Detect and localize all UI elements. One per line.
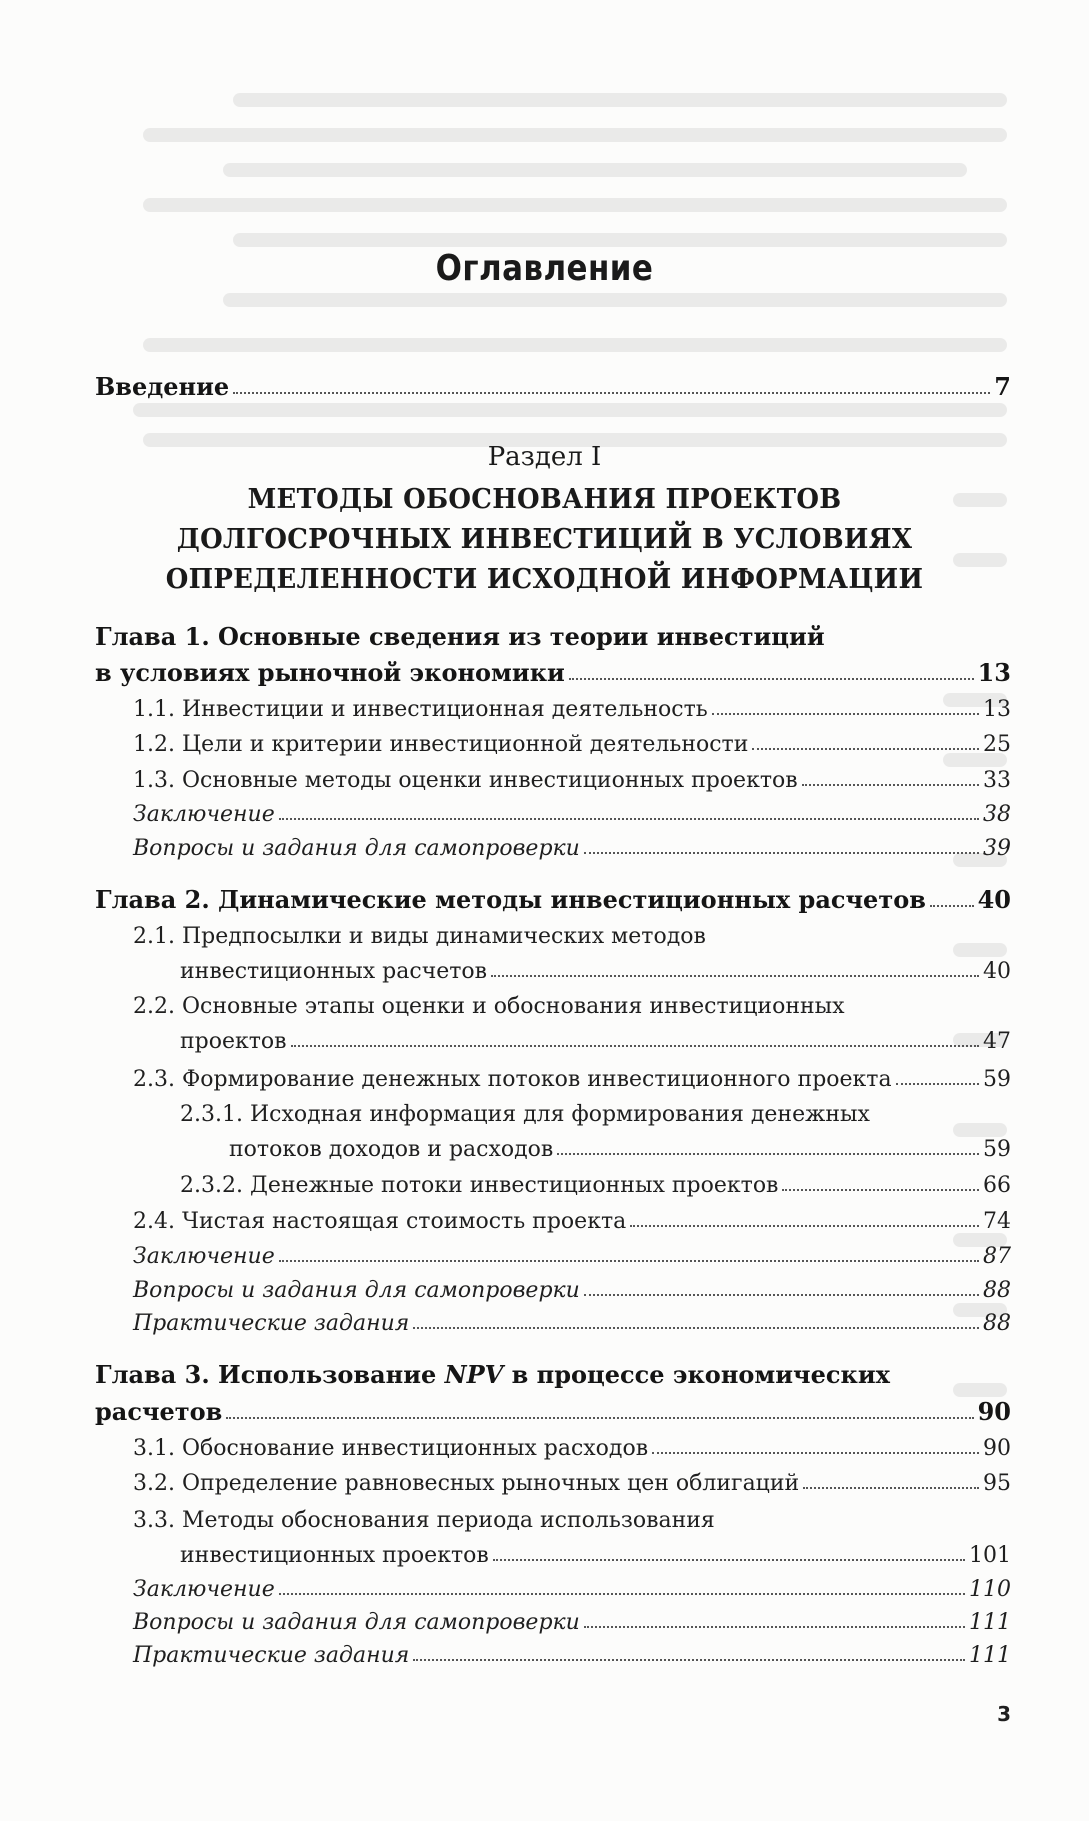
entry-label: потоков доходов и расходов [229,1137,554,1162]
entry-page: 47 [983,1029,1011,1054]
part-title-line-2: ДОЛГОСРОЧНЫХ ИНВЕСТИЦИЙ В УСЛОВИЯХ [176,524,913,555]
part-title-line-3: ОПРЕДЕЛЕННОСТИ ИСХОДНОЙ ИНФОРМАЦИИ [165,564,924,595]
toc-entry-chapter-3-questions[interactable] [133,1610,1011,1635]
toc-entry-chapter-3[interactable] [95,1397,1011,1426]
entry-label: 2.4. Чистая настоящая стоимость проекта [133,1209,627,1234]
toc-entry-chapter-1-questions[interactable] [133,836,1011,861]
entry-page: 101 [969,1543,1011,1568]
entry-label: Вопросы и задания для самопроверки [133,1278,580,1303]
entry-page: 110 [969,1577,1011,1602]
leader-dots [226,1417,973,1419]
leader-dots [584,1626,965,1628]
toc-entry-section-1-1[interactable] [133,697,1011,722]
section-3-3-line-1[interactable]: 3.3. Методы обоснования периода использования [133,1508,715,1533]
leader-dots [652,1452,979,1454]
toc-entry-section-2-3-1[interactable] [229,1137,1011,1162]
leader-dots [782,1189,979,1191]
entry-label: расчетов [95,1397,223,1426]
entry-page: 33 [983,768,1011,793]
entry-label: инвестиционных проектов [180,1543,489,1568]
toc-entry-chapter-2-practice[interactable] [133,1311,1011,1336]
entry-label: 2.3. Формирование денежных потоков инвестиционного проекта [133,1067,892,1092]
page-number: 3 [997,1702,1011,1726]
entry-label: Практические задания [133,1311,410,1336]
leader-dots [930,905,974,907]
entry-label: Заключение [133,1244,275,1269]
entry-label: 2.3.2. Денежные потоки инвестиционных проектов [180,1173,779,1198]
toc-entry-chapter-2[interactable] [95,885,1011,914]
chapter-3-title-part-a: Глава 3. Использование [95,1360,445,1389]
entry-page: 88 [983,1311,1011,1336]
entry-label: Глава 2. Динамические методы инвестиционных расчетов [95,885,926,914]
entry-label: 3.1. Обоснование инвестиционных расходов [133,1436,649,1461]
part-number: Раздел I [487,442,602,472]
leader-dots [896,1083,979,1085]
entry-label: в условиях рыночной экономики [95,658,565,687]
toc-entry-chapter-2-questions[interactable] [133,1278,1011,1303]
leader-dots [569,678,974,680]
leader-dots [752,748,979,750]
entry-page: 66 [983,1173,1011,1198]
chapter-3-title-line-1[interactable] [95,1360,890,1389]
section-2-3-1-line-1[interactable]: 2.3.1. Исходная информация для формирования денежных [180,1102,870,1127]
leader-dots [712,713,979,715]
toc-entry-chapter-3-conclusion[interactable] [133,1577,1011,1602]
entry-label: 1.2. Цели и критерии инвестиционной деятельности [133,732,749,757]
entry-page: 39 [983,836,1011,861]
entry-label: инвестиционных расчетов [180,959,488,984]
entry-page: 59 [983,1067,1011,1092]
part-title-line-1: МЕТОДЫ ОБОСНОВАНИЯ ПРОЕКТОВ [247,484,842,515]
entry-page: 13 [977,658,1011,687]
toc-entry-section-3-2[interactable] [133,1471,1011,1496]
entry-page: 38 [983,802,1011,827]
entry-label: 1.3. Основные методы оценки инвестиционных проектов [133,768,798,793]
leader-dots [802,784,979,786]
entry-label: Вопросы и задания для самопроверки [133,1610,580,1635]
section-2-1-line-1[interactable]: 2.1. Предпосылки и виды динамических методов [133,924,706,949]
entry-page: 40 [983,959,1011,984]
toc-entry-section-2-3[interactable] [133,1067,1011,1092]
toc-entry-chapter-1[interactable] [95,658,1011,687]
leader-dots [279,818,979,820]
leader-dots [584,852,979,854]
leader-dots [491,975,979,977]
section-2-2-line-1[interactable]: 2.2. Основные этапы оценки и обоснования инвестиционных [133,994,845,1019]
entry-page: 90 [977,1397,1011,1426]
entry-page: 90 [983,1436,1011,1461]
entry-page: 7 [994,372,1011,401]
leader-dots [630,1225,979,1227]
toc-entry-section-3-1[interactable] [133,1436,1011,1461]
npv-term: NPV [444,1360,504,1389]
leader-dots [413,1327,979,1329]
leader-dots [279,1260,979,1262]
toc-entry-chapter-1-conclusion[interactable] [133,802,1011,827]
entry-page: 25 [983,732,1011,757]
entry-label: Практические задания [133,1643,410,1668]
chapter-1-title-line-1[interactable]: Глава 1. Основные сведения из теории инвестиций [95,622,825,651]
page-title: Оглавление [435,248,654,289]
toc-entry-section-2-4[interactable] [133,1209,1011,1234]
leader-dots [279,1593,965,1595]
entry-page: 111 [969,1610,1011,1635]
toc-entry-introduction[interactable] [95,372,1011,401]
leader-dots [557,1153,979,1155]
entry-page: 87 [983,1244,1011,1269]
entry-page: 40 [977,885,1011,914]
entry-page: 95 [983,1471,1011,1496]
toc-entry-section-3-3[interactable] [180,1543,1011,1568]
leader-dots [493,1559,965,1561]
entry-page: 111 [969,1643,1011,1668]
entry-label: 1.1. Инвестиции и инвестиционная деятельность [133,697,708,722]
toc-entry-section-1-3[interactable] [133,768,1011,793]
entry-label: Вопросы и задания для самопроверки [133,836,580,861]
leader-dots [803,1487,979,1489]
leader-dots [584,1294,979,1296]
entry-page: 59 [983,1137,1011,1162]
toc-entry-chapter-3-practice[interactable] [133,1643,1011,1668]
toc-entry-section-2-1[interactable] [180,959,1011,984]
entry-label: 3.2. Определение равновесных рыночных цен облигаций [133,1471,800,1496]
toc-entry-section-2-3-2[interactable] [180,1173,1011,1198]
leader-dots [413,1659,965,1661]
entry-label: Заключение [133,802,275,827]
entry-label: Заключение [133,1577,275,1602]
toc-entry-section-1-2[interactable] [133,732,1011,757]
entry-page: 74 [983,1209,1011,1234]
leader-dots [233,392,990,394]
entry-page: 88 [983,1278,1011,1303]
entry-label: Введение [95,372,230,401]
entry-page: 13 [983,697,1011,722]
chapter-3-title-part-b: в процессе экономических [503,1360,890,1389]
toc-entry-chapter-2-conclusion[interactable] [133,1244,1011,1269]
toc-entry-section-2-2[interactable] [180,1029,1011,1054]
entry-label: проектов [180,1029,287,1054]
leader-dots [291,1045,979,1047]
